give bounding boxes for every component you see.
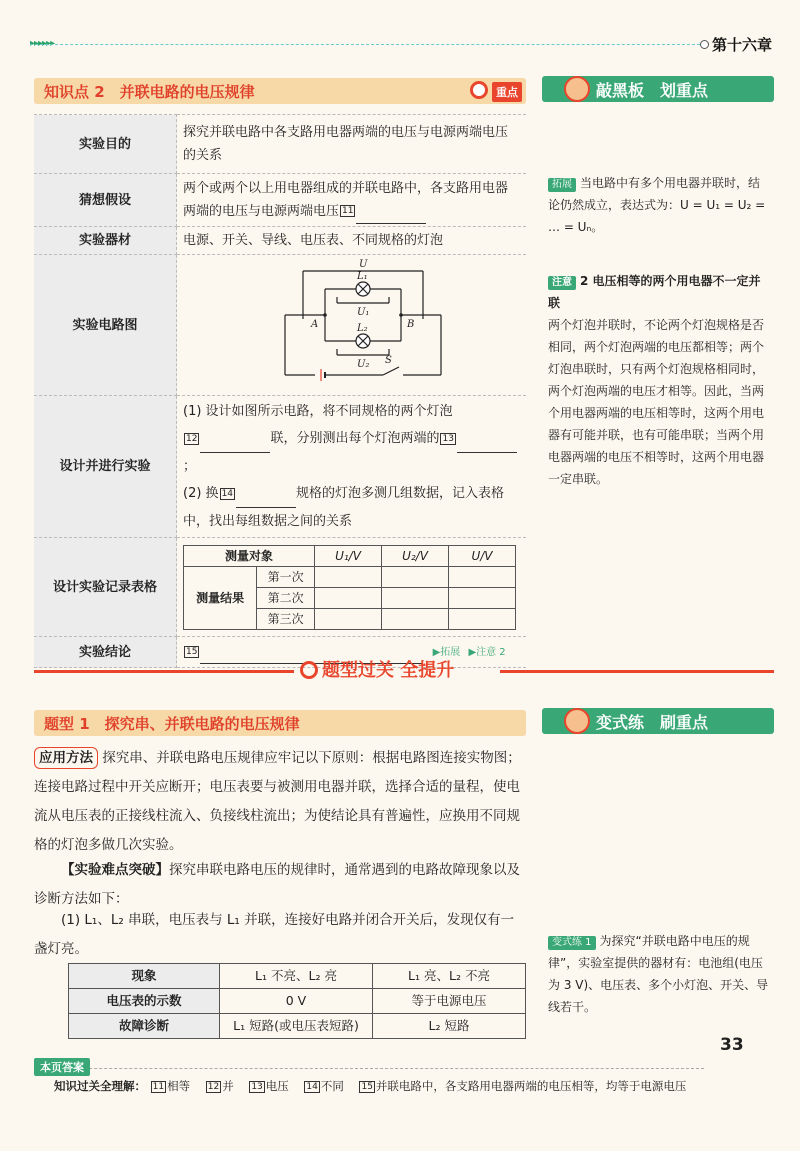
side-header-title: 敲黑板 划重点 xyxy=(596,80,709,100)
expand-text: 当电路中有多个用电器并联时，结论仍然成立，表达式为：U = U₁ = U₂ = … = Uₙ。 xyxy=(548,176,766,234)
circuit-cell xyxy=(177,255,527,396)
fault-table xyxy=(68,963,526,1039)
table-row xyxy=(34,174,526,227)
table-row xyxy=(69,1014,526,1039)
side-header-blackboard xyxy=(542,76,774,102)
cell: L₁ 短路(或电压表短路) xyxy=(220,1014,373,1039)
row-label: 设计并进行实验 xyxy=(34,396,177,538)
case-text: (1) L₁、L₂ 串联，电压表与 L₁ 并联，连接好电路并闭合开关后，发现仅有一盏灯亮。 xyxy=(34,912,515,957)
section-knowledge-header xyxy=(34,78,526,104)
record-table xyxy=(183,545,516,630)
row-label: 设计实验记录表格 xyxy=(34,538,177,637)
blank-number: 15 xyxy=(186,646,198,657)
header-dot xyxy=(700,40,709,49)
header-arrows: ▸▸▸▸▸▸ xyxy=(30,38,55,49)
circuit-diagram xyxy=(273,257,503,385)
answer-number: 15 xyxy=(361,1081,373,1092)
caution-note xyxy=(548,270,770,490)
student-icon xyxy=(564,708,590,734)
answer-number: 13 xyxy=(251,1081,263,1092)
record-cell xyxy=(177,538,527,637)
section-title: 题型 1 探究串、并联电路的电压规律 xyxy=(44,714,300,733)
caution-text: 两个灯泡并联时，不论两个灯泡规格是否相同，两个灯泡两端的电压都相等；两个灯泡串联时，只有两个灯泡规格相同时，两个灯泡两端的电压才相等。因此，当两个用电器两端的电压相等时，这两个用电器有可能并联，也有可能串联；当两个用电器两端的电压不相等时，这两个用电器一定串联。 xyxy=(548,318,765,486)
caution-tag: 注意 xyxy=(548,276,576,290)
chapter-title: 第十六章 xyxy=(712,36,773,54)
answer-12: 并 xyxy=(222,1079,234,1093)
table-row xyxy=(69,964,526,989)
expand-note xyxy=(548,172,770,238)
answer-number: 14 xyxy=(306,1081,318,1092)
blank-number: 12 xyxy=(186,433,198,444)
caution-heading xyxy=(548,270,770,314)
target-icon xyxy=(470,81,488,99)
experiment-table xyxy=(34,114,526,668)
blank-number: 13 xyxy=(442,433,454,444)
trial-label: 第二次 xyxy=(257,587,315,608)
table-row xyxy=(34,255,526,396)
teacher-icon xyxy=(564,76,590,102)
banner-line-left xyxy=(34,670,294,673)
side-header-title: 变式练 刷重点 xyxy=(596,712,709,732)
row-text: 探究并联电路中各支路用电器两端的电压与电源两端电压的关系 xyxy=(177,115,527,174)
answers-label: 知识过关全理解： xyxy=(54,1079,146,1093)
step-2-text-b: 规格的灯泡多测几组数据，记入表格中，找出每组数据之间的关系 xyxy=(183,486,505,529)
answer-number: 12 xyxy=(207,1081,220,1092)
table-row xyxy=(34,396,526,538)
procedure-text xyxy=(177,396,527,538)
page-number: 33 xyxy=(720,1035,744,1055)
row-text: 电源、开关、导线、电压表、不同规格的灯泡 xyxy=(177,227,527,255)
expand-ref: ▶拓展 xyxy=(432,647,461,658)
note-ref: ▶注意 2 xyxy=(468,647,506,658)
expand-tag: 拓展 xyxy=(548,178,576,192)
answer-15: 并联电路中，各支路用电器两端的电压相等，均等于电源电压 xyxy=(375,1079,687,1093)
trial-label: 第三次 xyxy=(257,608,315,629)
result-label: 测量结果 xyxy=(184,566,257,629)
row-text xyxy=(177,174,527,227)
header-u2: U₂/V xyxy=(382,545,449,566)
blank-number: 14 xyxy=(221,488,234,499)
step-1-end: ； xyxy=(183,459,197,474)
header-u: U/V xyxy=(449,545,516,566)
banner-line-right xyxy=(500,670,774,673)
section-title: 知识点 2 并联电路的电压规律 xyxy=(44,82,255,101)
row-label: 实验器材 xyxy=(34,227,177,255)
table-row xyxy=(34,115,526,174)
step-2-text: (2) 换 xyxy=(183,486,219,501)
method-paragraph xyxy=(34,744,524,860)
difficulty-text: 探究串联电路电压的规律时，通常遇到的电路故障现象以及诊断方法如下： xyxy=(34,862,520,907)
hypothesis-text: 两个或两个以上用电器组成的并联电路中，各支路用电器两端的电压与电源两端电压 xyxy=(183,180,509,219)
swirl-icon xyxy=(300,661,318,679)
cell: 等于电源电压 xyxy=(373,989,526,1014)
label-L2: L₂ xyxy=(357,323,368,334)
answers-badge: 本页答案 xyxy=(34,1058,90,1076)
answer-blank xyxy=(457,425,517,453)
caution-title: 电压相等的两个用电器不一定并联 xyxy=(548,274,761,310)
trial-label: 第一次 xyxy=(257,566,315,587)
cell: L₂ 短路 xyxy=(373,1014,526,1039)
answer-14: 不同 xyxy=(320,1079,344,1093)
row-label: 猜想假设 xyxy=(34,174,177,227)
method-label: 应用方法 xyxy=(34,747,98,769)
section-type-header xyxy=(34,710,526,736)
caution-number: 2 xyxy=(580,274,589,288)
step-1-text: (1) 设计如图所示电路，将不同规格的两个灯泡 xyxy=(183,404,453,419)
blank-number: 11 xyxy=(342,206,354,216)
difficulty-label: 【实验难点突破】 xyxy=(61,862,169,878)
answer-blank xyxy=(356,200,426,224)
answer-number: 11 xyxy=(152,1081,165,1092)
banner-text: 题型过关 全提升 xyxy=(322,660,455,681)
answer-blank xyxy=(236,480,296,508)
answers-line xyxy=(54,1078,686,1094)
variant-tag: 变式练 1 xyxy=(548,936,596,950)
key-point-badge: 重点 xyxy=(492,82,522,102)
cell: 0 V xyxy=(220,989,373,1014)
label-A: A xyxy=(311,319,319,330)
table-row xyxy=(34,538,526,637)
banner-title xyxy=(300,656,454,682)
variant-exercise xyxy=(548,930,770,1018)
table-row xyxy=(69,989,526,1014)
label-S: S xyxy=(385,355,392,366)
header-object: 测量对象 xyxy=(184,545,315,566)
answer-13: 电压 xyxy=(265,1079,289,1093)
footer-rule xyxy=(34,1068,704,1069)
cell: L₁ 亮、L₂ 不亮 xyxy=(373,964,526,989)
step-1-text-b: 联，分别测出每个灯泡两端的 xyxy=(270,431,440,446)
variant-text: 为探究“并联电路中电压的规律”，实验室提供的器材有：电池组(电压为 3 V)、电压表、多个小灯泡、开关、导线若干。 xyxy=(548,934,769,1014)
label-B: B xyxy=(407,319,415,330)
label-U2: U₂ xyxy=(357,359,370,370)
label-U1: U₁ xyxy=(357,307,370,318)
row-label: 实验电路图 xyxy=(34,255,177,396)
header-rule xyxy=(30,44,700,45)
cell: 现象 xyxy=(69,964,220,989)
cell: 故障诊断 xyxy=(69,1014,220,1039)
row-label: 实验结论 xyxy=(34,637,177,668)
header-u1: U₁/V xyxy=(315,545,382,566)
cell: 电压表的示数 xyxy=(69,989,220,1014)
row-label: 实验目的 xyxy=(34,115,177,174)
label-L1: L₁ xyxy=(357,271,368,282)
table-row xyxy=(34,227,526,255)
answer-11: 相等 xyxy=(167,1079,191,1093)
side-header-practice xyxy=(542,708,774,734)
cell: L₁ 不亮、L₂ 亮 xyxy=(220,964,373,989)
answer-blank xyxy=(200,425,270,453)
label-U: U xyxy=(359,259,368,270)
method-text: 探究串、并联电路电压规律应牢记以下原则：根据电路图连接实物图；连接电路过程中开关应断开；电压表要与被测用电器并联，选择合适的量程，使电流从电压表的正接线柱流入、负接线柱流出；为使结论具有普遍性，应换用不同规格的灯泡多做几次实验。 xyxy=(34,750,521,853)
